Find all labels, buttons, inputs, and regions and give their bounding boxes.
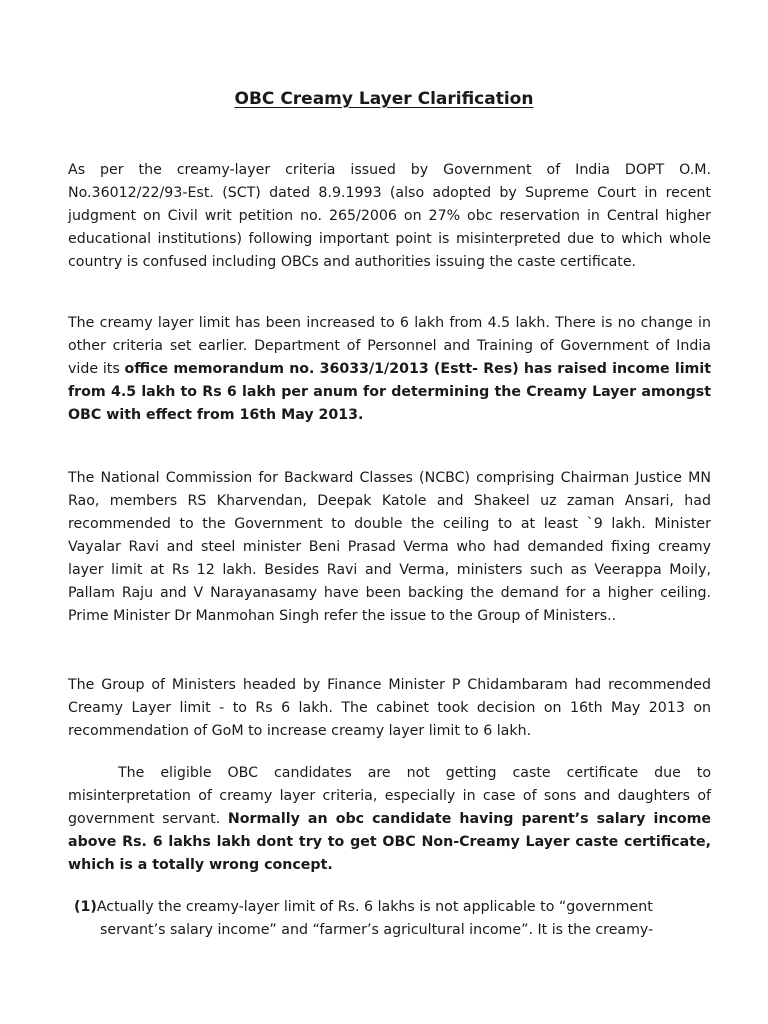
paragraph-4: The Group of Ministers headed by Finance Minister P Chidambaram had recommended Creamy Layer limit - to Rs 6 lakh. The cabinet took decision on 16th May 2013 on recommendation of GoM to increase creamy layer limit to 6 lakh. (68, 677, 711, 739)
list-item-1-line-1 (74, 896, 694, 919)
list-item-1-line-2: servant’s salary income” and “farmer’s agricultural income”. It is the creamy- (100, 922, 654, 938)
paragraph-2-text: The creamy layer limit has been increased to 6 lakh from 4.5 lakh. There is no change in other criteria set earlier. Department of Personnel and Training of Government of India vide its (68, 315, 711, 377)
list-item-1-text-1: Actually the creamy-layer limit of Rs. 6 lakhs is not applicable to “government (96, 899, 653, 915)
paragraph-1: As per the creamy-layer criteria issued by Government of India DOPT O.M. No.36012/22/93-Est. (SCT) dated 8.9.1993 (also adopted by Supreme Court in recent judgment on Civil writ petition no. 265/2006 on 27% obc reservation in Central higher educational institutions) following important point is misinterpreted due to which whole country is confused including OBCs and authorities issuing the caste certificate. (68, 162, 711, 270)
paragraph-5-text: The eligible OBC candidates are not getting caste certificate due to misinterpretation of creamy layer criteria, especially in case of sons and daughters of government servant. (68, 765, 711, 827)
document-title: OBC Creamy Layer Clarification (234, 89, 534, 109)
list-item-1 (74, 896, 694, 942)
paragraph-5-bold: Normally an obc candidate having parent’s salary income above Rs. 6 lakhs lakh dont try to get OBC Non-Creamy Layer caste certificate, which is a totally wrong concept. (68, 811, 711, 873)
list-item-1-number: (1) (74, 899, 97, 915)
paragraph-2-bold: office memorandum no. 36033/1/2013 (Estt- Res) has raised income limit from 4.5 lakh to Rs 6 lakh per anum for determining the Creamy Layer amongst OBC with effect from 16th May 2013. (68, 361, 711, 423)
paragraph-5 (68, 762, 711, 877)
paragraph-3: The National Commission for Backward Classes (NCBC) comprising Chairman Justice MN Rao, members RS Kharvendan, Deepak Katole and Shakeel uz zaman Ansari, had recommended to the Government to double the ceiling to at least `9 lakh. Minister Vayalar Ravi and steel minister Beni Prasad Verma who had demanded fixing creamy layer limit at Rs 12 lakh. Besides Ravi and Verma, ministers such as Veerappa Moily, Pallam Raju and V Narayanasamy have been backing the demand for a higher ceiling. Prime Minister Dr Manmohan Singh refer the issue to the Group of Ministers.. (68, 470, 711, 624)
paragraph-2 (68, 312, 711, 427)
